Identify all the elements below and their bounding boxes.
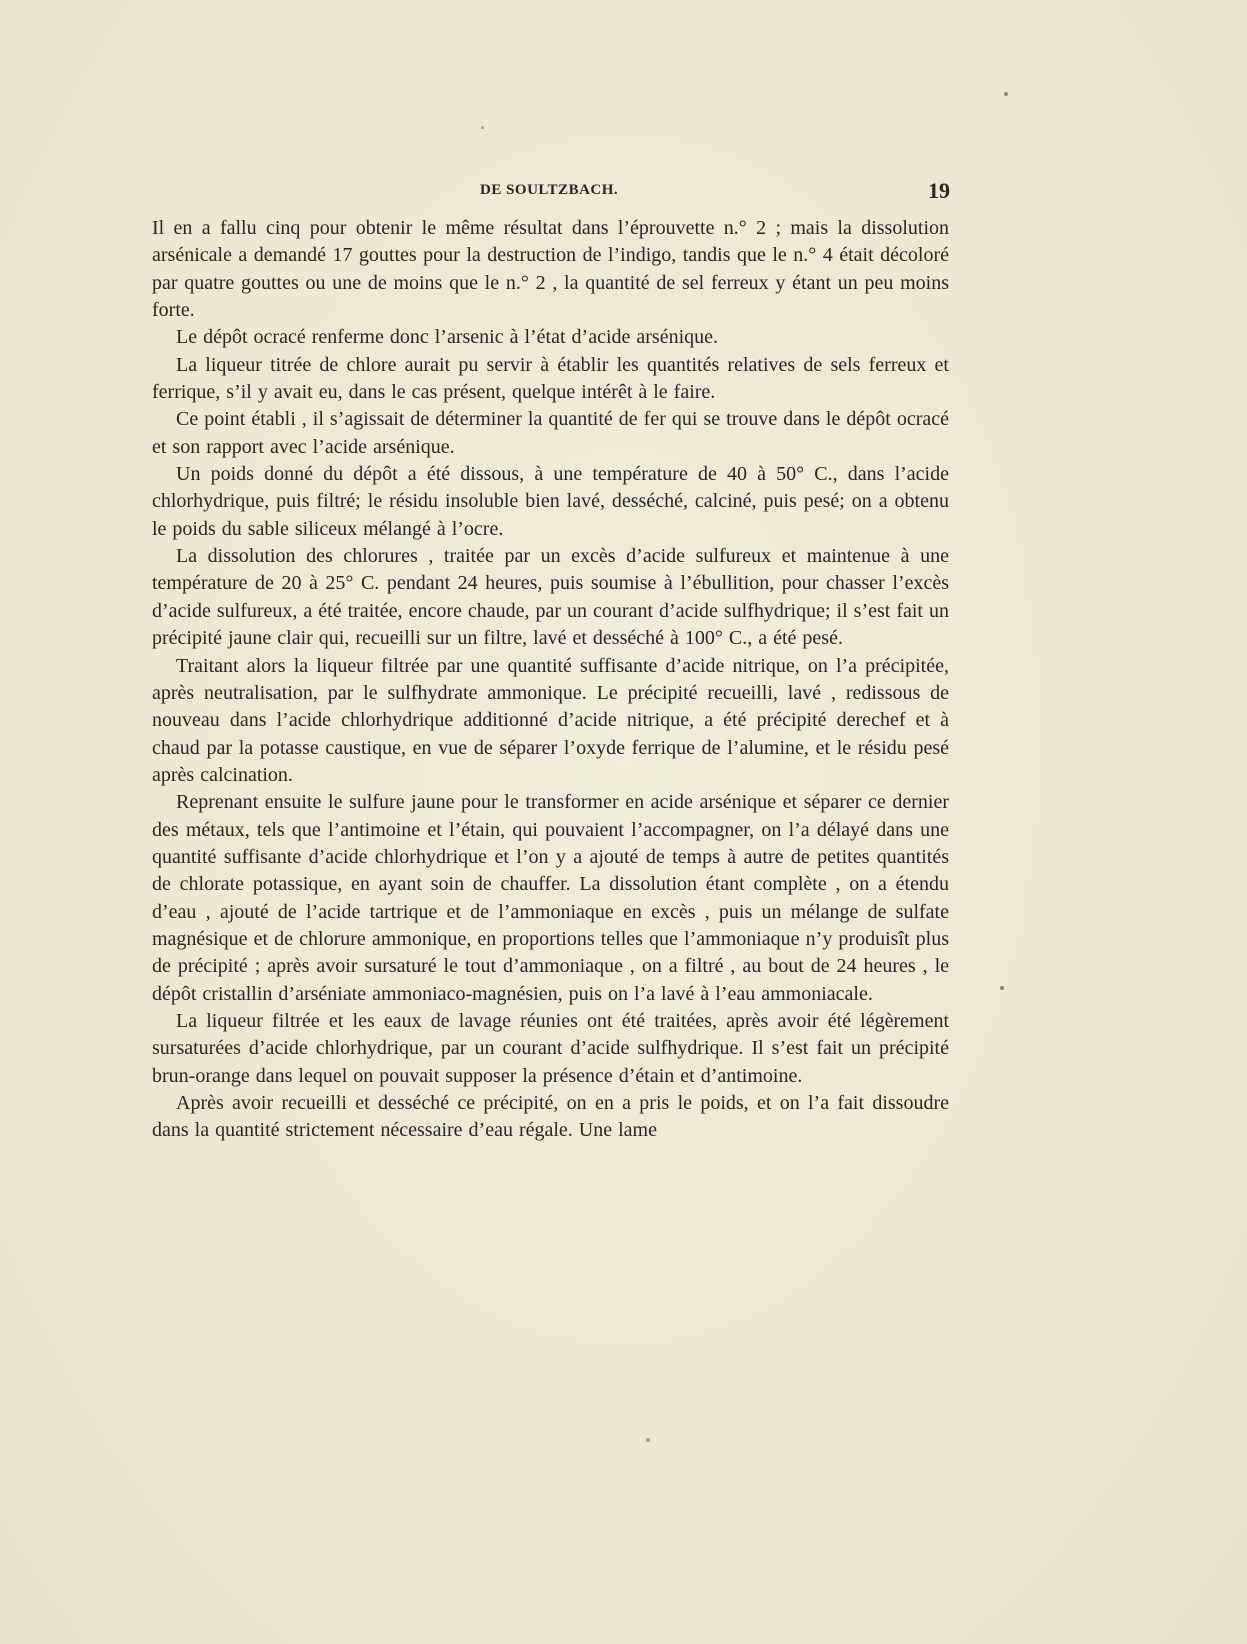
- paper-speck: [1000, 986, 1004, 990]
- paragraph: La liqueur titrée de chlore aurait pu servir à établir les quantités relatives de sels ferreux et ferrique, s’il y avait eu, dans le cas présent, quelque intérêt à le faire.: [152, 353, 949, 404]
- paragraph: La dissolution des chlorures , traitée par un excès d’acide sulfureux et maintenue à une température de 20 à 25° C. pendant 24 heures, puis soumise à l’ébullition, pour chasser l’excès d’acide sulfureux, a été traitée, encore chaude, par un courant d’acide sulfhydrique; il s’est fait un précipité jaune clair qui, recueilli sur un filtre, lavé et desséché à 100° C., a été pesé.: [152, 545, 949, 650]
- paragraph: Le dépôt ocracé renferme donc l’arsenic à l’état d’acide arsénique.: [176, 326, 719, 349]
- paragraph: Traitant alors la liqueur filtrée par une quantité suffisante d’acide nitrique, on l’a précipitée, après neutralisation, par le sulfhydrate ammonique. Le précipité recueilli, lavé , redissous de nouveau dans l’acide chlorhydrique additionné d’acide nitrique, a été précipité derechef et à chaud par la potasse caustique, en vue de séparer l’oxyde ferrique de l’alumine, et le résidu pesé après calcination.: [152, 654, 949, 786]
- paper-speck: [481, 126, 484, 129]
- paragraph: Après avoir recueilli et desséché ce précipité, on en a pris le poids, et on l’a fait dissoudre dans la quantité strictement nécessaire d’eau régale. Une lame: [152, 1092, 949, 1142]
- paragraph: Un poids donné du dépôt a été dissous, à une température de 40 à 50° C., dans l’acide chlorhydrique, puis filtré; le résidu insoluble bien lavé, desséché, calciné, puis pesé; on a obtenu le poids du sable siliceux mélangé à l’ocre.: [152, 463, 949, 540]
- running-title: DE SOULTZBACH.: [480, 182, 619, 198]
- paragraph: Il en a fallu cinq pour obtenir le même résultat dans l’éprouvette n.° 2 ; mais la dissolution arsénicale a demandé 17 gouttes pour la destruction de l’indigo, tandis que le n.° 4 était décoloré par quatre gouttes ou une de moins que le n.° 2 , la quantité de sel ferreux y étant un peu moins forte.: [152, 217, 949, 322]
- paragraph: Reprenant ensuite le sulfure jaune pour le transformer en acide arsénique et séparer ce dernier des métaux, tels que l’antimoine et l’étain, qui pouvaient l’accompagner, on l’a délayé dans une quantité suffisante d’acide chlorhydrique et l’on y a ajouté de temps à autre de petites quantités de chlorate potassique, en ayant soin de chauffer. La dissolution étant complète , on a étendu d’eau , ajouté de l’acide tartrique et de l’ammoniaque en excès , puis un mélange de sulfate magnésique et de chlorure ammonique, en proportions telles que l’ammoniaque n’y produisît plus de précipité ; après avoir sursaturé le tout d’ammoniaque , on a filtré , au bout de 24 heures , le dépôt cristallin d’arséniate ammoniaco-magnésien, puis on l’a lavé à l’eau ammoniacale.: [152, 791, 949, 1005]
- running-head: [150, 178, 950, 206]
- page-number: 19: [928, 178, 950, 203]
- paper-speck: [646, 1438, 650, 1442]
- body-text: [152, 215, 949, 1145]
- paragraph: Ce point établi , il s’agissait de déterminer la quantité de fer qui se trouve dans le dépôt ocracé et son rapport avec l’acide arsénique.: [152, 408, 949, 458]
- paragraph: La liqueur filtrée et les eaux de lavage réunies ont été traitées, après avoir été légèrement sursaturées d’acide chlorhydrique, par un courant d’acide sulfhydrique. Il s’est fait un précipité brun-orange dans lequel on pouvait supposer la présence d’étain et d’antimoine.: [152, 1009, 949, 1087]
- paper-speck: [1004, 92, 1008, 96]
